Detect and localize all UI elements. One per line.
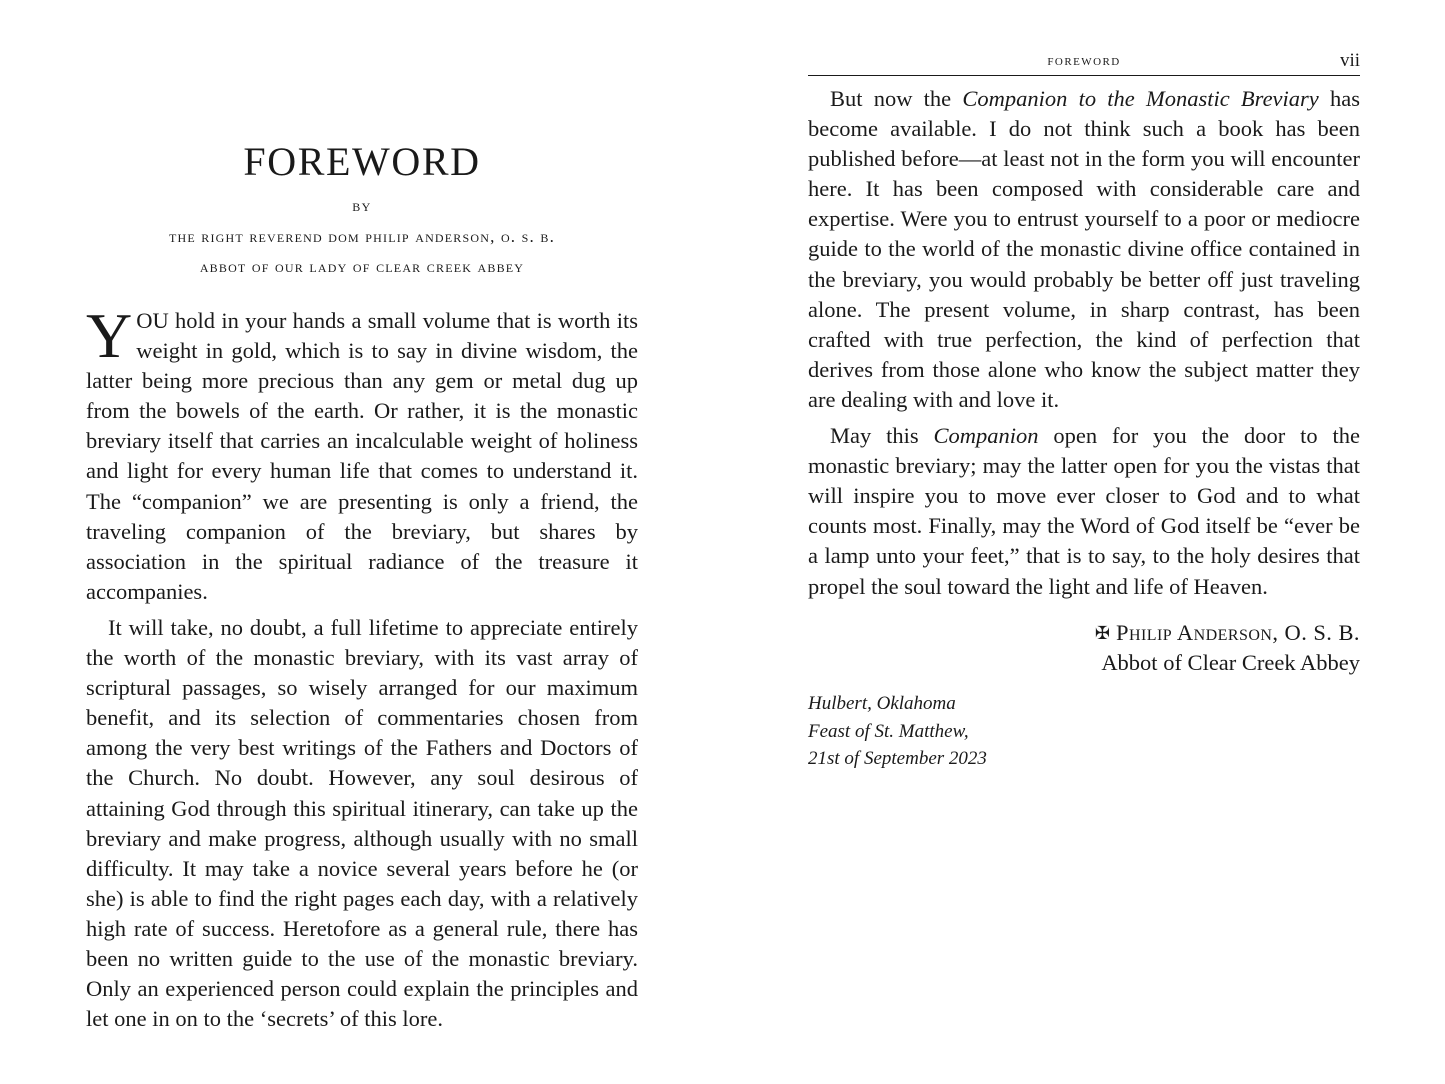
paragraph-3-lead: But now the <box>830 86 963 111</box>
right-body-text <box>808 84 1360 602</box>
paragraph-3-text: has become available. I do not think such a book has been published before—at least not in the form you will encounter here. It has been composed with considerable care and expertise. Were you to entrust yourself to a poor or mediocre guide to the world of the monastic divine office contained in the breviary, you would probably be better off just traveling alone. The present volume, in sharp contrast, has been crafted with true perfection, the kind of perfection that derives from those alone who know the subject matter they are dealing with and love it. <box>808 86 1360 412</box>
book-title-italic: Companion to the Monastic Breviary <box>962 86 1319 111</box>
place: Hulbert, Oklahoma <box>808 693 956 714</box>
cross-icon: ✠ <box>1094 623 1110 643</box>
feast: Feast of St. Matthew, <box>808 720 969 742</box>
by-line: by <box>352 196 372 215</box>
signature-title: Abbot of Clear Creek Abbey <box>1101 650 1360 675</box>
signature-block <box>1095 618 1360 678</box>
right-page <box>808 0 1360 1084</box>
chapter-title: FOREWORD <box>243 139 481 184</box>
paragraph-1-text: OU hold in your hands a small volume that is worth its weight in gold, which is to say in divine wisdom, the latter being more precious than any gem or metal dug up from the bowels of the earth. Or rather, it is the monastic breviary itself that carries an incalculable weight of holiness and light for every human life that comes to understand it. The “companion” we are presenting is only a friend, the traveling companion of the breviary, but shares by association in the spiritual radiance of the treasure it accompanies. <box>86 308 638 604</box>
signature-name-line <box>1095 618 1360 648</box>
place-date-block <box>808 690 987 773</box>
paragraph-2: It will take, no doubt, a full lifetime to appreciate entirely the worth of the monastic breviary, with its vast array of scriptural passages, so wisely arranged for our maximum benefit, and its selection of commentaries chosen from among the very best writings of the Fathers and Doctors of the Church. No doubt. However, any soul desirous of attaining God through this spiritual itinerary, can take up the breviary and make progress, although usually with no small difficulty. It may take a novice several years before he (or she) is able to find the right pages each day, with a relatively high rate of success. Heretofore as a general rule, there has been no written guide to the use of the monastic breviary. Only an experienced person could explain the principles and let one in on to the ‘secrets’ of this lore. <box>86 614 638 1032</box>
paragraph-4-lead: May this <box>830 423 934 449</box>
drop-cap: Y <box>86 300 133 371</box>
paragraph-3 <box>808 84 1360 415</box>
running-head <box>808 50 1360 76</box>
paragraph-4-text: open for you the door to the monastic breviary; may the latter open for you the vistas that will inspire you to move ever closer to God and to what counts most. Finally, may the Word of God itself be “ever be a lamp unto your feet,” that is to say, to the holy desires that propel the soul toward the light and life of Heaven. <box>808 423 1360 599</box>
author-line: the right reverend dom philip anderson, o. s. b. <box>168 227 556 246</box>
date: 21st of September 2023 <box>808 748 987 769</box>
left-page <box>86 0 638 1084</box>
left-body-text <box>86 300 638 1034</box>
paragraph-4 <box>808 421 1360 602</box>
signature-name: Philip Anderson, O. S. B. <box>1116 620 1360 645</box>
author-affiliation-line: abbot of our lady of clear creek abbey <box>199 257 525 276</box>
page-number: vii <box>1339 50 1360 71</box>
companion-italic: Companion <box>933 423 1039 449</box>
paragraph-1 <box>86 300 638 607</box>
running-head-title: foreword <box>1047 52 1121 69</box>
